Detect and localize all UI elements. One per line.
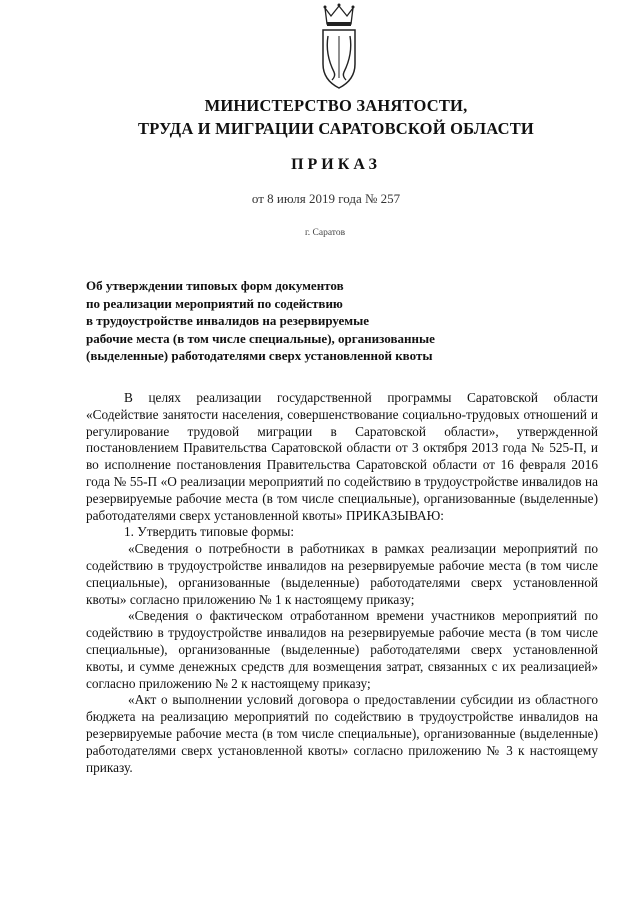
order-body [86, 390, 598, 776]
document-type-title: ПРИКАЗ [291, 156, 381, 173]
body-paragraph: «Сведения о фактическом отработанном времени участников мероприятий по содействию в трудоустройстве инвалидов на резервируемые рабочие места (в том числе специальные), организованные (выделенные) работодателями сверх установленной квоты, и сумме денежных средств для возмещения затрат, связанных с их реализацией» согласно приложению № 2 к настоящему приказу; [86, 608, 598, 691]
subject-line: (выделенные) работодателями сверх установленной квоты [86, 348, 433, 363]
subject-line: в трудоустройстве инвалидов на резервируемые [86, 313, 370, 328]
body-paragraph: «Сведения о потребности в работниках в рамках реализации мероприятий по содействию в трудоустройстве инвалидов на резервируемые рабочие места (в том числе специальные), организованные (выделенные) работодателями сверх установленной квоты» согласно приложению № 1 к настоящему приказу; [86, 541, 598, 607]
subject-line: по реализации мероприятий по содействию [86, 295, 343, 311]
saratov-coat-of-arms-icon [317, 2, 361, 90]
body-paragraph: В целях реализации государственной программы Саратовской области «Содействие занятости населения, совершенствование социально-трудовых отношений и регулирование трудовой миграции в Саратовской области», утвержденной постановлением Правительства Саратовской области от 3 октября 2013 года № 525-П, и во исполнение постановления Правительства Саратовской области от 16 февраля 2016 года № 55-П «О реализации мероприятий по содействию в трудоустройстве инвалидов на резервируемые рабочие места (в том числе специальные), организованные (выделенные) работодателями сверх установленной квоты» ПРИКАЗЫВАЮ: [86, 390, 598, 523]
ministry-line-1: МИНИСТЕРСТВО ЗАНЯТОСТИ, [204, 96, 468, 115]
order-subject [86, 277, 566, 365]
order-date-number: от 8 июля 2019 года № 257 [251, 191, 401, 206]
order-city: г. Саратов [304, 228, 346, 238]
ministry-name [96, 94, 576, 140]
subject-line: Об утверждении типовых форм документов [86, 278, 344, 293]
ministry-line-2: ТРУДА И МИГРАЦИИ САРАТОВСКОЙ ОБЛАСТИ [138, 119, 534, 138]
body-paragraph: «Акт о выполнении условий договора о предоставлении субсидии из областного бюджета на реализацию мероприятий по содействию в трудоустройстве инвалидов на резервируемые рабочие места (в том числе специальные), организованные (выделенные) работодателями сверх установленной квоты» согласно приложению № 3 к настоящему приказу. [86, 692, 598, 775]
subject-line: рабочие места (в том числе специальные), организованные [86, 330, 435, 346]
body-paragraph: 1. Утвердить типовые формы: [124, 524, 295, 540]
